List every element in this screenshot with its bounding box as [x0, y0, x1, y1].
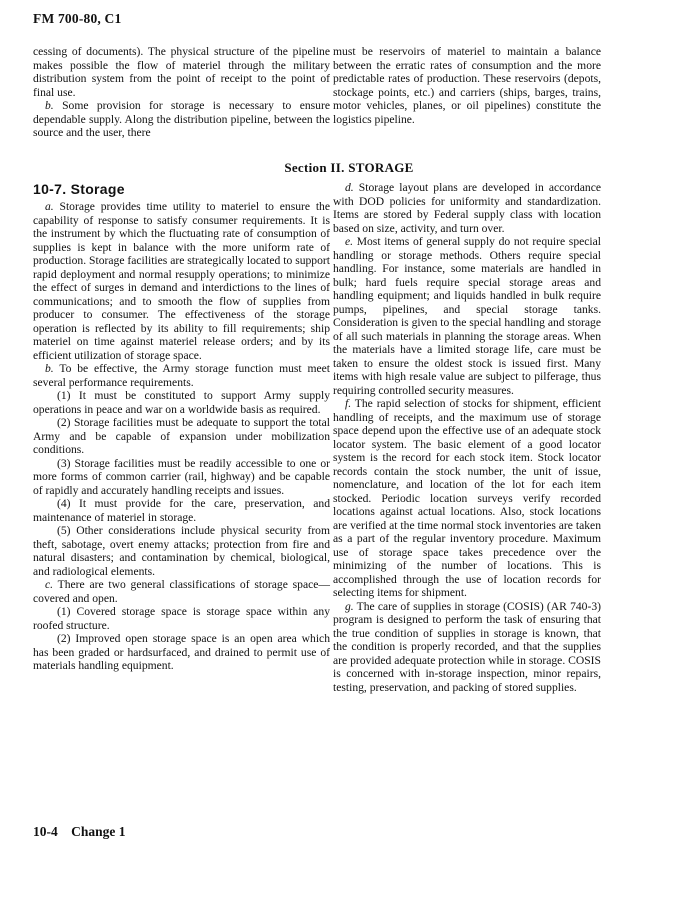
page-header: FM 700-80, C1	[33, 11, 122, 26]
subparagraph-g	[333, 600, 601, 695]
subparagraph-b4: (4) It must provide for the care, preservation, and maintenance of materiel in storage.	[33, 497, 330, 524]
subparagraph-text: There are two general classifications of storage space—covered and open.	[33, 578, 330, 605]
subparagraph-letter: e.	[345, 235, 354, 248]
change-label: Change 1	[71, 824, 126, 839]
subparagraph-letter: c.	[45, 578, 54, 591]
page-footer	[33, 824, 136, 840]
subparagraph-f	[333, 397, 601, 600]
subparagraph-b1: (1) It must be constituted to support Army supply operations in peace and war on a worldwide basis as required.	[33, 389, 330, 416]
subparagraph-c	[33, 578, 330, 605]
continued-paragraph-right: must be reservoirs of materiel to maintain a balance between the erratic rates of consumption and the more predictable rates of production. These reservoirs (depots, stockage points, etc.) and carriers (ships, barges, trains, motor vehicles, planes, or oil pipelines) constitute the logistics pipeline.	[333, 45, 601, 126]
subparagraph-text: The care of supplies in storage (COSIS) (AR 740-3) program is designed to perform the task of ensuring that the true condition of supplies in storage is known, that the condition is properly recorded, and that the supplies are provided adequate protection while in storage. COSIS is concerned with in-storage inspection, minor repairs, testing, preservation, and packing of stored supplies.	[333, 599, 601, 694]
subparagraph-b	[33, 362, 330, 389]
continued-paragraph: cessing of documents). The physical structure of the pipeline makes possible the flow of materiel through the military distribution system from the point of receipt to the point of final use.	[33, 45, 330, 99]
subparagraph-c2: (2) Improved open storage space is an open area which has been graded or hardsurfaced, and drained to permit use of materials handling equipment.	[33, 632, 330, 672]
subparagraph-a	[33, 200, 330, 362]
subparagraph-letter: b.	[45, 99, 54, 112]
section-heading: Section II. STORAGE	[284, 160, 414, 175]
subparagraph-letter: d.	[345, 181, 354, 194]
subparagraph-letter: a.	[45, 200, 54, 213]
subparagraph-d	[333, 181, 601, 235]
main-right-column	[333, 181, 601, 694]
subparagraph-letter: f.	[345, 397, 352, 410]
subparagraph-text: Most items of general supply do not require special handling or storage methods. Others require special handling. For instance, some materials are handled in bulk; hard fuels require special storage areas and handling equipment; and liquids handled in bulk require pumps, pipelines, and special storage tanks. Consideration is given to the special handling and storage of all such materials in planning the storage areas. When the materials have a limited storage life, care must be taken to ensure the oldest stock is issued first. Many items with high resale value are subject to pilferage, thus requiring controlled security measures.	[333, 235, 601, 397]
subparagraph-b3: (3) Storage facilities must be readily accessible to one or more forms of common carrier (rail, highway) and be capable of rapidly and accurately handling receipts and issues.	[33, 456, 330, 497]
top-left-column	[33, 45, 330, 140]
subparagraph-text: Some provision for storage is necessary to ensure dependable supply. Along the distribution pipeline, between the source and the user, there	[33, 99, 330, 139]
subparagraph-b2: (2) Storage facilities must be adequate to support the total Army and be capable of expansion under mobilization conditions.	[33, 416, 330, 456]
subparagraph-letter: g.	[345, 599, 354, 613]
subparagraph-text: Storage provides time utility to materiel to ensure the capability of response to satisfy consumer requirements. It is the instrument by which the fluctuating rate of consumption of supplies is kept in balance with the more uniform rate of production. Storage facilities are strategically located to support rapid deployment and normal resupply operations; to minimize the effect of surges in demand and interdictions to the lines of communications; and to smooth the flow of supplies from producer to consumer. The effectiveness of the storage operation is reflected by its ability to fill requirements; ship materiel on time against materiel release orders; and by its efficient utilization of storage space.	[33, 200, 330, 362]
subparagraph-text: Storage layout plans are developed in accordance with DOD policies for uniformity and standardization. Items are stored by Federal supply class with location based on size, activity, and turn over.	[333, 181, 601, 235]
page-number: 10-4	[33, 824, 58, 839]
subparagraph-c1: (1) Covered storage space is storage space within any roofed structure.	[33, 605, 330, 632]
subparagraph-b-intro	[33, 99, 330, 140]
subparagraph-text: The rapid selection of stocks for shipment, efficient handling of receipts, and the maximum use of storage space depend upon the effective use of an adequate stock locator system. The basic element of a good locator system is the record for each stock item. Stock locator records contain the stock number, the unit of issue, nomenclature, and location of the lot for each item stocked. Periodic location surveys verify recorded locations against actual locations. Also, stock locations are verified at the time normal stock inventories are taken as a part of the regular inventory procedure. Maximum use of storage space takes precedence over the minimizing of the number of locations. This is accomplished through the use of location records for selecting items for shipment.	[333, 397, 601, 599]
subparagraph-e	[333, 235, 601, 397]
main-left-column	[33, 181, 330, 673]
subparagraph-text: To be effective, the Army storage function must meet several performance requirements.	[33, 362, 330, 389]
top-right-column	[333, 45, 601, 126]
subparagraph-letter: b.	[45, 362, 54, 375]
paragraph-heading: 10-7. Storage	[33, 181, 125, 197]
subparagraph-b5: (5) Other considerations include physical security from theft, sabotage, overt enemy attacks; protection from fire and natural disasters; and contamination by chemical, biological, and radiological elements.	[33, 524, 330, 578]
